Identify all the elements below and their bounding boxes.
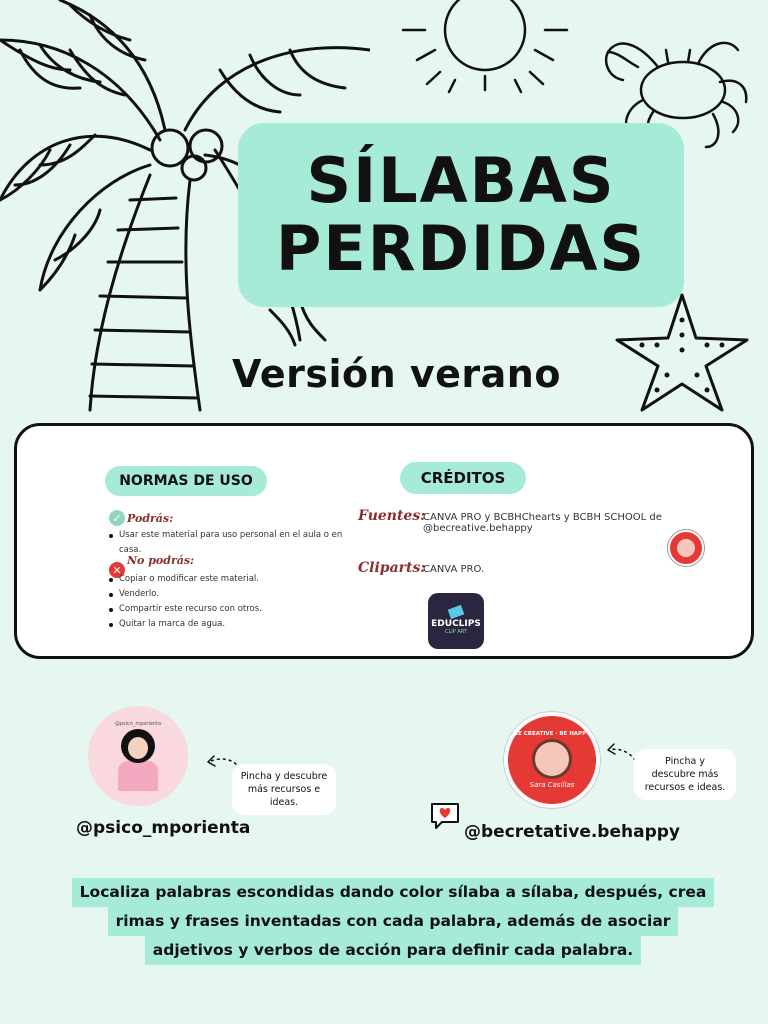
starfish-icon <box>612 290 752 415</box>
becreative-badge-name: Sara Casillas <box>529 781 575 789</box>
educlips-logo-sub: CLIP ART <box>445 629 467 635</box>
fonts-label: Fuentes: <box>358 508 426 524</box>
list-item: Compartir este recurso con otros. <box>107 602 367 617</box>
subtitle: Versión verano <box>232 352 561 396</box>
title-line-2: PERDIDAS <box>275 212 647 285</box>
description-line-3: adjetivos y verbos de acción para definir cada palabra. <box>145 936 641 965</box>
becreative-small-logo[interactable] <box>668 530 704 566</box>
cliparts-label: Cliparts: <box>358 560 426 576</box>
title-line-1: SÍLABAS <box>306 144 616 217</box>
left-note: Pincha y descubre más recursos e ideas. <box>232 764 336 815</box>
check-icon: ✓ <box>109 510 125 526</box>
right-handle[interactable]: @becretative.behappy <box>464 822 681 842</box>
cliparts-text: CANVA PRO. <box>423 564 485 575</box>
right-note: Pincha y descubre más recursos e ideas. <box>634 749 736 800</box>
cross-icon: ✕ <box>109 562 125 578</box>
psico-avatar-caption: @psico_mporienta <box>114 721 162 727</box>
can-label: Podrás: <box>127 512 174 525</box>
cannot-list <box>107 572 367 632</box>
list-item: Venderlo. <box>107 587 367 602</box>
list-item: Usar este material para uso personal en el aula o en casa. <box>107 528 367 558</box>
educlips-logo[interactable] <box>428 593 484 649</box>
sun-icon <box>395 0 575 95</box>
becreative-badge[interactable] <box>504 712 600 808</box>
description-line-1: Localiza palabras escondidas dando color sílaba a sílaba, después, crea <box>72 878 715 907</box>
description-line-2: rimas y frases inventadas con cada palabra, además de asociar <box>108 907 679 936</box>
left-handle[interactable]: @psico_mporienta <box>76 818 251 838</box>
list-item: Copiar o modificar este material. <box>107 572 367 587</box>
cannot-label: No podrás: <box>127 554 195 567</box>
fonts-text: CANVA PRO y BCBHChearts y BCBH SCHOOL de @becreative.behappy <box>423 512 662 534</box>
credits-heading: CRÉDITOS <box>400 462 526 494</box>
educlips-logo-text: EDUCLIPS <box>431 619 481 629</box>
psico-avatar[interactable] <box>88 706 188 806</box>
title-box <box>238 123 684 307</box>
info-card <box>14 423 754 659</box>
heart-chat-icon <box>428 800 462 832</box>
list-item: Quitar la marca de agua. <box>107 617 367 632</box>
rules-heading: NORMAS DE USO <box>105 466 267 496</box>
becreative-badge-top: BE CREATIVE · BE HAPPY <box>513 731 591 737</box>
description <box>50 876 736 966</box>
